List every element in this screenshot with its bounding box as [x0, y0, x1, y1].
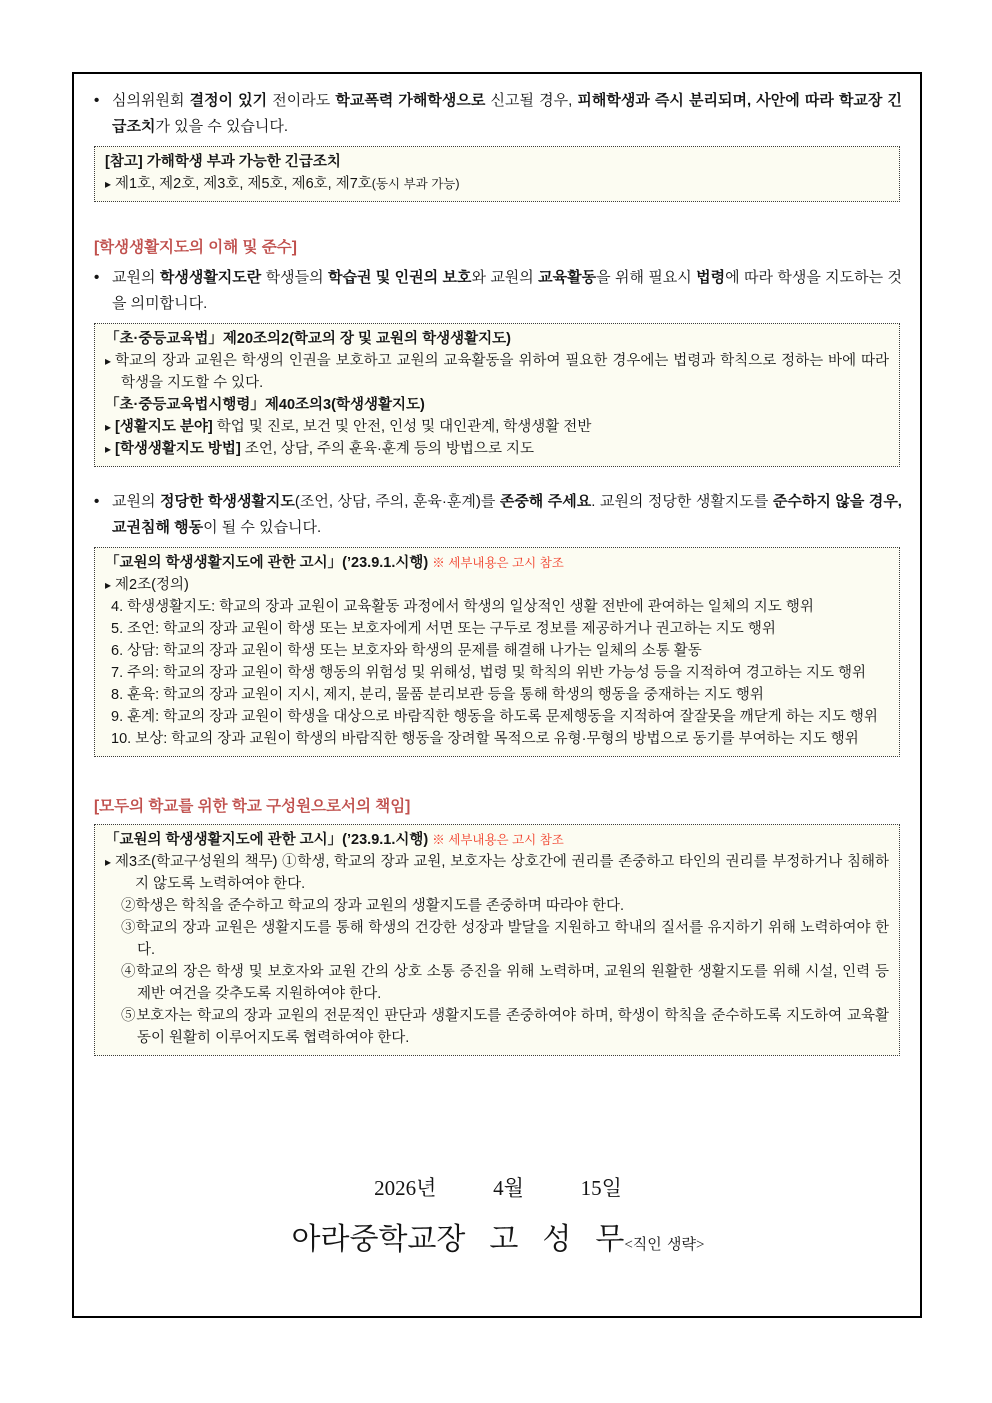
- law-title-1: 「초·중등교육법」제20조의2(학교의 장 및 교원의 학생생활지도): [105, 331, 511, 347]
- page-border-frame: [72, 72, 922, 1318]
- notice-article-line: [105, 574, 889, 596]
- arrow-icon: ▸: [105, 442, 112, 456]
- signer-name: 아라중학교장 고 성 무: [291, 1223, 625, 1256]
- responsibility-line-text: 제3조(학교구성원의 책무) ①학생, 학교의 장과 교원, 보호자는 상호간에 권리를 존중하고 타인의 권리를 부정하거나 침해하지 않도록 노력하여야 한다.: [115, 854, 889, 892]
- notice-box-title: 「교원의 학생생활지도에 관한 고시」(’23.9.1.시행) ※ 세부내용은 고시 참조: [105, 555, 564, 571]
- law-line-3-text: [학생생활지도 방법] 조언, 상담, 주의 훈육·훈계 등의 방법으로 지도: [115, 441, 534, 457]
- law-line-3: [105, 438, 889, 460]
- responsibility-line: ④학교의 장은 학생 및 보호자와 교원 간의 상호 소통 증진을 위해 노력하며, 교원의 원활한 생활지도를 위해 시설, 인력 등 제반 여건을 갖추도록 지원하여야 한다.: [121, 964, 889, 1002]
- issue-date: 2026년 4월 15일: [374, 1176, 622, 1200]
- arrow-icon: ▸: [105, 354, 112, 368]
- section1-heading: [학생생활지도의 이해 및 준수]: [94, 239, 297, 256]
- bullet-icon: •: [94, 92, 100, 109]
- notice-box-title: 「교원의 학생생활지도에 관한 고시」(’23.9.1.시행) ※ 세부내용은 고시 참조: [105, 832, 564, 848]
- reference-box-item-text: 제1호, 제2호, 제3호, 제5호, 제6호, 제7호(동시 부과 가능): [115, 176, 460, 192]
- section1-intro-text: 교원의 학생생활지도란 학생들의 학습권 및 인권의 보호와 교원의 교육활동을 위해 필요시 법령에 따라 학생을 지도하는 것을 의미합니다.: [112, 269, 902, 312]
- responsibility-line: [105, 851, 889, 895]
- law-citation-box: [94, 323, 900, 467]
- intro-paragraph: [94, 88, 902, 140]
- law-line-2: [105, 416, 889, 438]
- notice-definition-item: 7. 주의: 학교의 장과 교원이 학생 행동의 위험성 및 위해성, 법령 및 학칙의 위반 가능성 등을 지적하여 경고하는 지도 행위: [111, 665, 867, 681]
- arrow-icon: ▸: [105, 420, 112, 434]
- notice-definitions-box: [94, 547, 900, 757]
- section1-intro-paragraph: [94, 265, 902, 317]
- notice-definition-item: 5. 조언: 학교의 장과 교원이 학생 또는 보호자에게 서면 또는 구두로 정보를 제공하거나 권고하는 지도 행위: [111, 621, 776, 637]
- notice-definition-item: 6. 상담: 학교의 장과 교원이 학생 또는 보호자와 학생의 문제를 해결해 나가는 일체의 소통 활동: [111, 643, 702, 659]
- law-title-2: 「초·중등교육법시행령」제40조의3(학생생활지도): [105, 397, 425, 413]
- notice-definition-item: 4. 학생생활지도: 학교의 장과 교원이 교육활동 과정에서 학생의 일상적인 생활 전반에 관여하는 일체의 지도 행위: [111, 599, 814, 615]
- notice-article-text: 제2조(정의): [115, 577, 189, 593]
- notice-definition-item: 8. 훈육: 학교의 장과 교원이 지시, 제지, 분리, 물품 분리보관 등을 통해 학생의 행동을 중재하는 지도 행위: [111, 687, 764, 703]
- reference-box-item: [105, 173, 889, 195]
- arrow-icon: ▸: [105, 177, 112, 191]
- signature-line: [94, 1220, 902, 1265]
- notice-responsibilities-box: [94, 824, 900, 1056]
- law-line-2-text: [생활지도 분야] 학업 및 진로, 보건 및 안전, 인성 및 대인관계, 학생생활 전반: [115, 419, 592, 435]
- seal-omitted-note: <직인 생략>: [624, 1237, 705, 1253]
- bullet-icon: •: [94, 269, 100, 286]
- responsibility-line: ③학교의 장과 교원은 생활지도를 통해 학생의 건강한 성장과 발달을 지원하고 학내의 질서를 유지하기 위해 노력하여야 한다.: [121, 920, 889, 958]
- law-line-1-text: 학교의 장과 교원은 학생의 인권을 보호하고 교원의 교육활동을 위하여 필요한 경우에는 법령과 학칙으로 정하는 바에 따라 학생을 지도할 수 있다.: [115, 353, 889, 391]
- reference-emergency-measures-box: [94, 146, 900, 202]
- notice-definition-item: 9. 훈계: 학교의 장과 교원이 학생을 대상으로 바람직한 행동을 하도록 문제행동을 지적하여 잘잘못을 깨닫게 하는 지도 행위: [111, 709, 878, 725]
- respect-guidance-text: 교원의 정당한 학생생활지도(조언, 상담, 주의, 훈육·훈계)를 존중해 주세요. 교원의 정당한 생활지도를 준수하지 않을 경우, 교권침해 행동이 될 수 있습니다.: [112, 493, 902, 536]
- arrow-icon: ▸: [105, 578, 112, 592]
- responsibility-line: ⑤보호자는 학교의 장과 교원의 전문적인 판단과 생활지도를 존중하여야 하며, 학생이 학칙을 준수하도록 지도하여 교육활동이 원활히 이루어지도록 협력하여야 한다.: [121, 1008, 889, 1046]
- notice-definition-item: 10. 보상: 학교의 장과 교원이 학생의 바람직한 행동을 장려할 목적으로 유형·무형의 방법으로 동기를 부여하는 지도 행위: [111, 731, 859, 747]
- document-footer: [94, 1174, 902, 1265]
- reference-box-title: [참고] 가해학생 부과 가능한 긴급조치: [105, 154, 341, 170]
- bullet-icon: •: [94, 493, 100, 510]
- arrow-icon: ▸: [105, 855, 112, 869]
- respect-guidance-paragraph: [94, 489, 902, 541]
- responsibility-line: ②학생은 학칙을 준수하고 학교의 장과 교원의 생활지도를 존중하며 따라야 한다.: [121, 898, 625, 914]
- section2-heading: [모두의 학교를 위한 학교 구성원으로서의 책임]: [94, 798, 411, 815]
- law-line-1: [105, 350, 889, 394]
- intro-text: 심의위원회 결정이 있기 전이라도 학교폭력 가해학생으로 신고될 경우, 피해학생과 즉시 분리되며, 사안에 따라 학교장 긴급조치가 있을 수 있습니다.: [112, 92, 903, 135]
